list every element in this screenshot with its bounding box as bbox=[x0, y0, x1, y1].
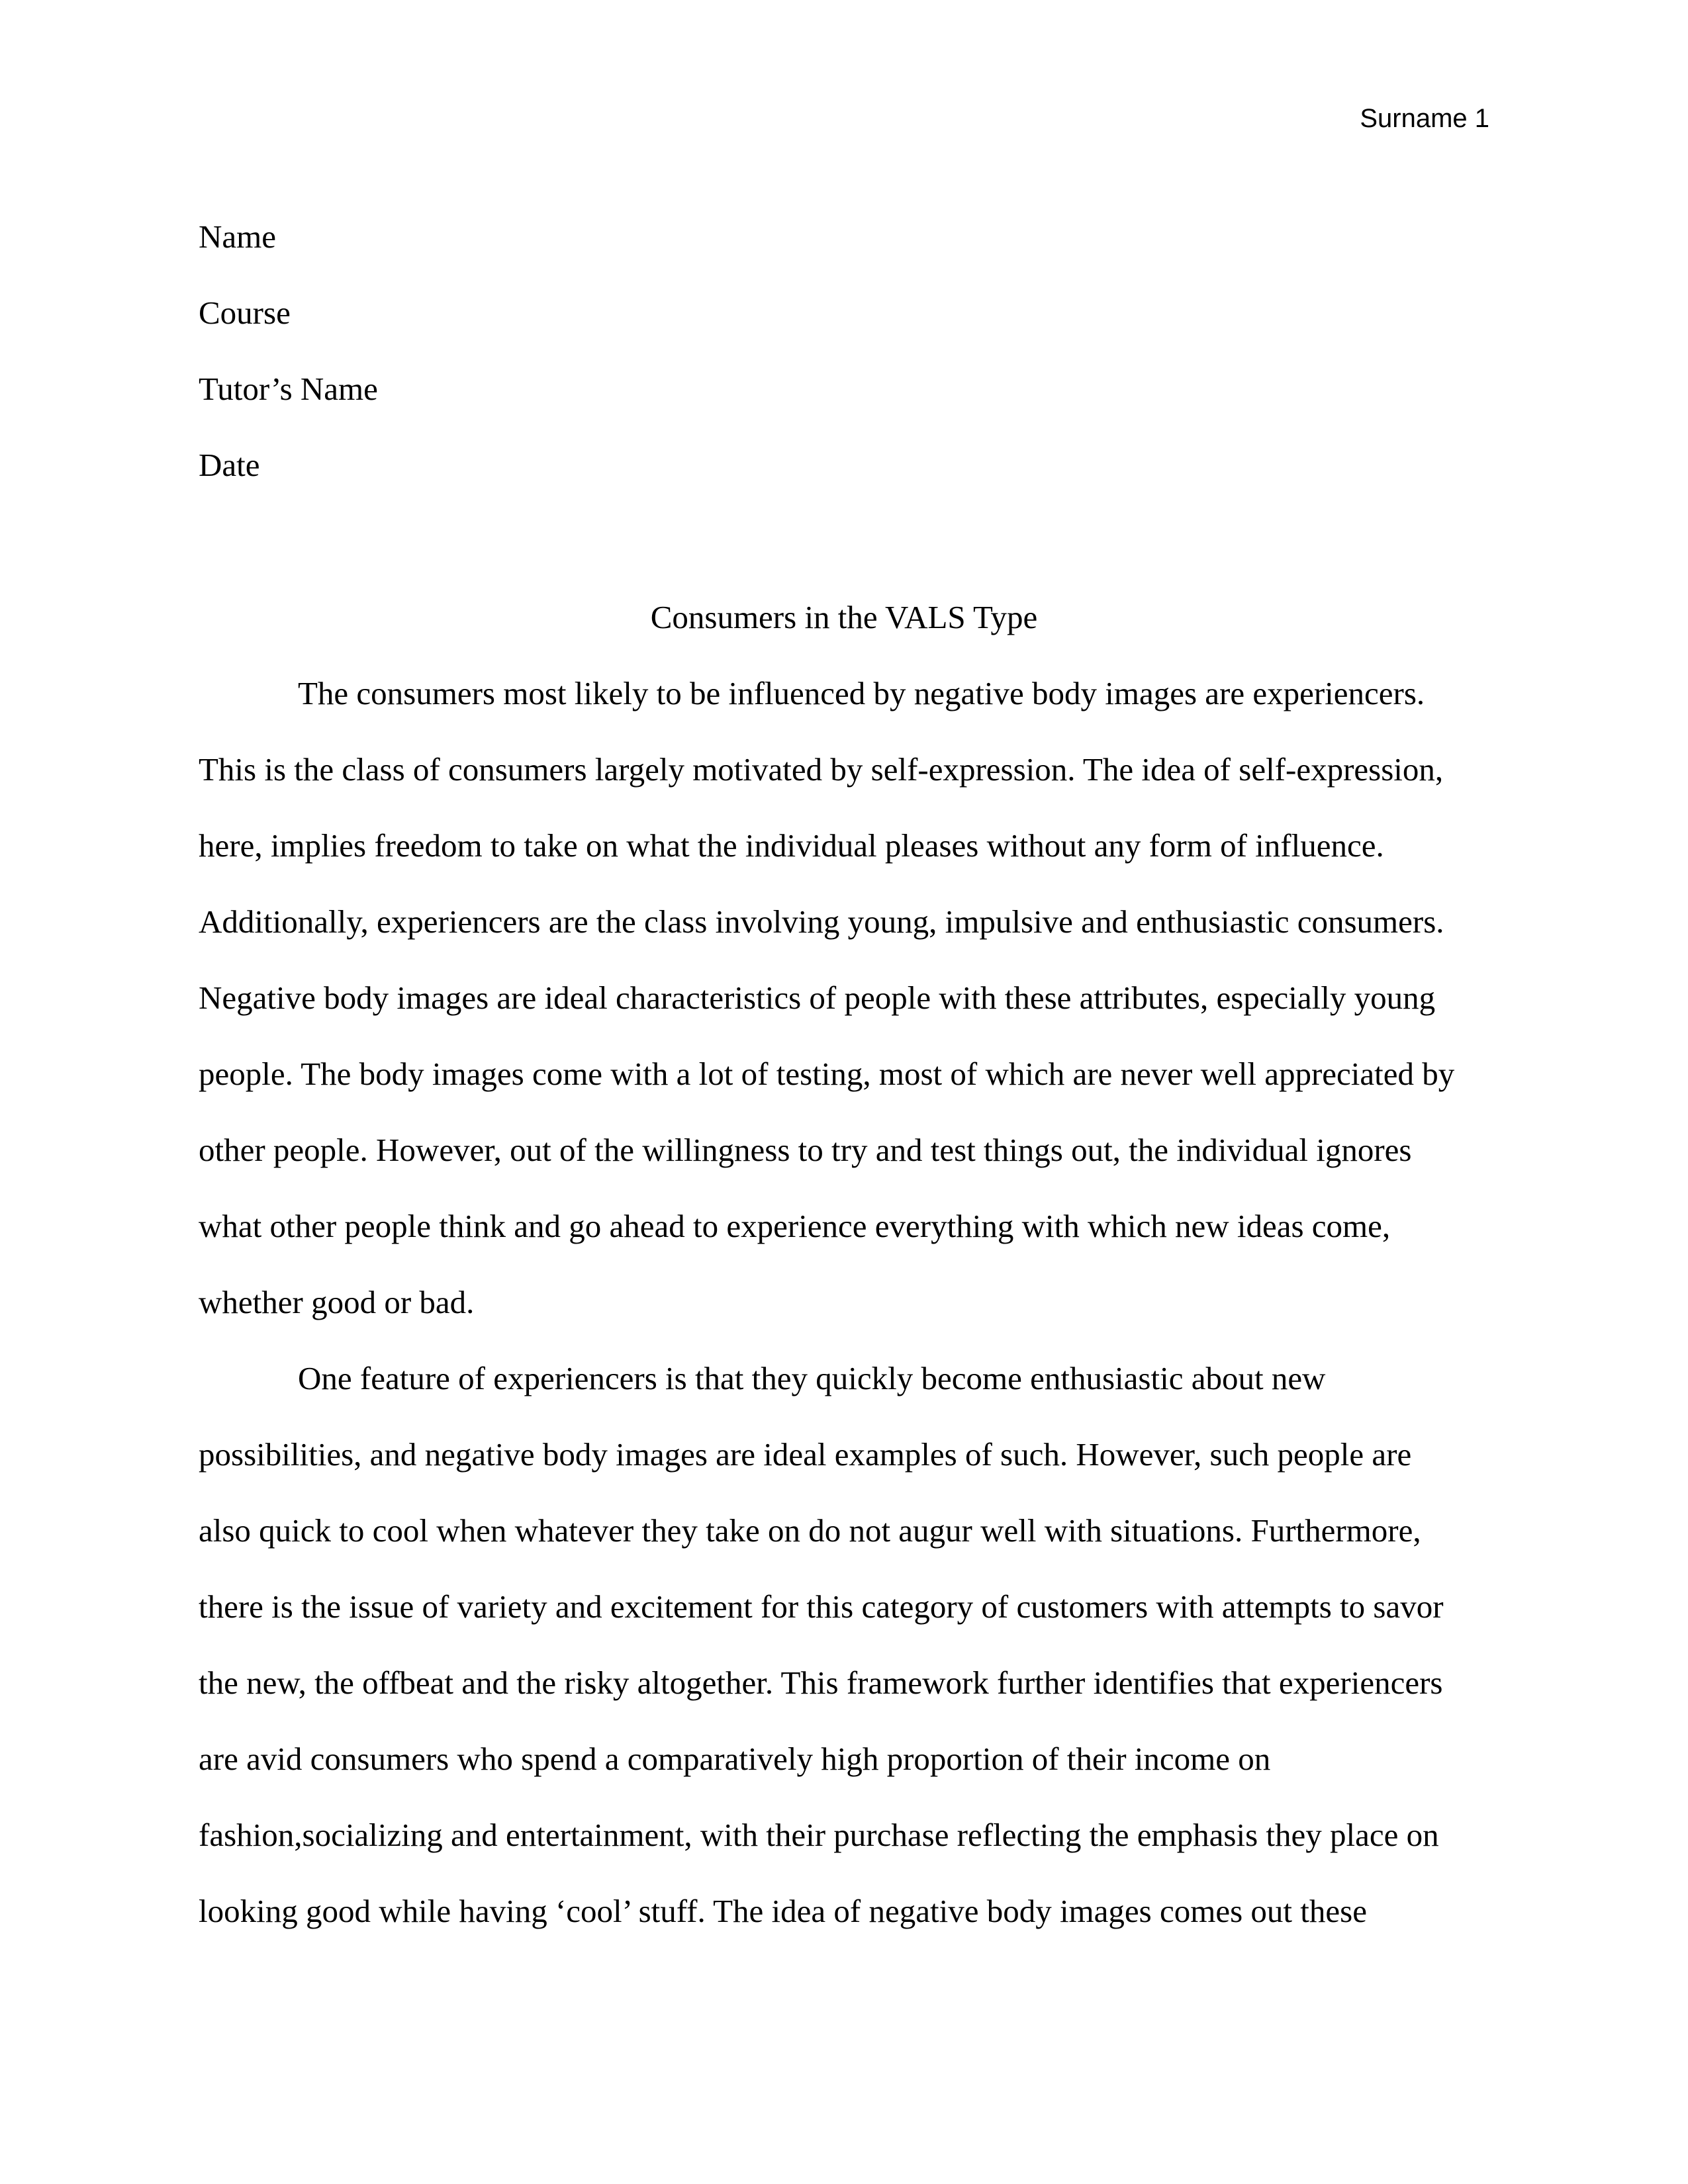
paragraph-line: fashion,socializing and entertainment, with their purchase reflecting the emphasis they place on bbox=[199, 1817, 1439, 1853]
date-line: Date bbox=[199, 447, 260, 483]
student-name: Name bbox=[199, 218, 276, 255]
paragraph-line: One feature of experiencers is that they quickly become enthusiastic about new bbox=[298, 1360, 1326, 1396]
essay-title: Consumers in the VALS Type bbox=[650, 599, 1038, 635]
paragraph-line: here, implies freedom to take on what the individual pleases without any form of influence. bbox=[199, 827, 1384, 864]
paragraph-line: The consumers most likely to be influenced by negative body images are experiencers. bbox=[298, 675, 1425, 711]
course-name: Course bbox=[199, 295, 291, 331]
paragraph-line: Additionally, experiencers are the class involving young, impulsive and enthusiastic consumers. bbox=[199, 903, 1444, 940]
paragraph-2 bbox=[199, 1340, 1489, 1949]
blank-line bbox=[199, 503, 1489, 579]
paragraph-line: there is the issue of variety and excitement for this category of customers with attempts to savor bbox=[199, 1588, 1444, 1625]
paragraph-line: Negative body images are ideal characteristics of people with these attributes, especially young bbox=[199, 979, 1436, 1016]
paragraph-line: also quick to cool when whatever they take on do not augur well with situations. Furthermore, bbox=[199, 1512, 1421, 1549]
paragraph-line: This is the class of consumers largely motivated by self-expression. The idea of self-expression, bbox=[199, 751, 1444, 788]
paragraph-line: looking good while having ‘cool’ stuff. The idea of negative body images comes out these bbox=[199, 1893, 1367, 1929]
paragraph-line: what other people think and go ahead to experience everything with which new ideas come, bbox=[199, 1208, 1391, 1244]
paragraph-line: are avid consumers who spend a comparatively high proportion of their income on bbox=[199, 1741, 1271, 1777]
paragraph-line: the new, the offbeat and the risky altogether. This framework further identifies that experiencers bbox=[199, 1664, 1443, 1701]
paragraph-1 bbox=[199, 655, 1489, 1340]
paragraph-line: possibilities, and negative body images are ideal examples of such. However, such people are bbox=[199, 1436, 1412, 1473]
paragraph-line: people. The body images come with a lot of testing, most of which are never well appreciated by bbox=[199, 1056, 1455, 1092]
paragraph-line: whether good or bad. bbox=[199, 1284, 475, 1320]
paragraph-line: other people. However, out of the willingness to try and test things out, the individual ignores bbox=[199, 1132, 1412, 1168]
running-head: Surname 1 bbox=[1360, 104, 1489, 133]
document-body bbox=[199, 199, 1489, 1949]
tutor-name: Tutor’s Name bbox=[199, 371, 378, 407]
